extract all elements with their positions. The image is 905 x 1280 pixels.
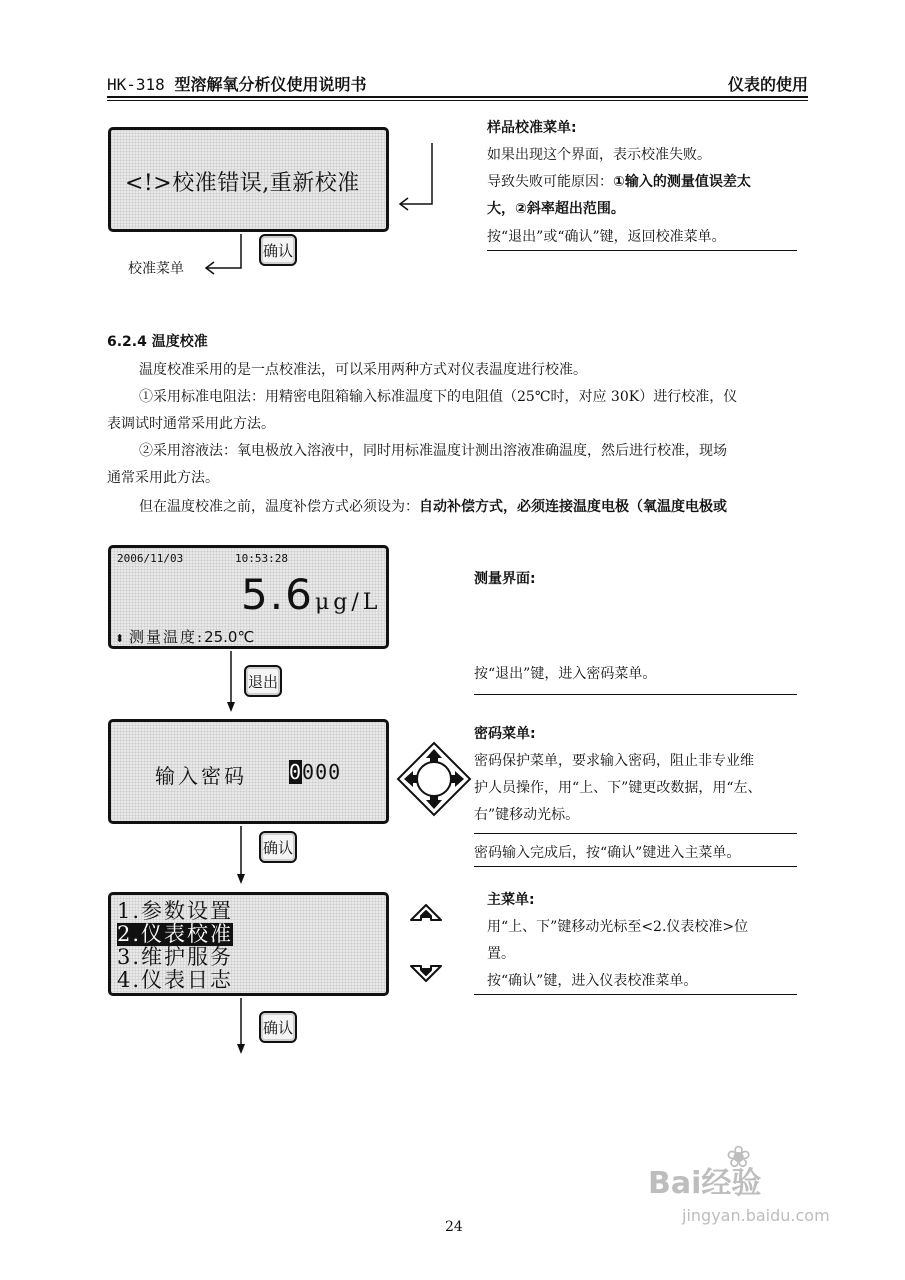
page-number: 24	[445, 1219, 463, 1235]
mainmenu-heading: 主菜单:	[487, 892, 535, 908]
section-p4a-bold: 自动补偿方式，必须连接温度电极（氧温度电极或	[419, 499, 727, 515]
block1-line2a: 导致失败可能原因：	[487, 174, 613, 190]
menu-item[interactable]: 1.参数设置	[117, 899, 234, 923]
exit-key[interactable]: 退出	[244, 665, 282, 697]
password-heading: 密码菜单:	[474, 726, 536, 742]
password-line2: 护人员操作，用“上、下”键更改数据，用“左、	[474, 780, 762, 796]
measure-note: 按“退出”键，进入密码菜单。	[474, 666, 657, 682]
watermark-brand: Bai经验	[648, 1166, 762, 1201]
confirm-key-3[interactable]: 确认	[259, 1011, 297, 1043]
password-line4: 密码输入完成后，按“确认”键进入主菜单。	[474, 845, 741, 861]
header-title: 型溶解氧分析仪使用说明书	[174, 75, 367, 94]
watermark-url: jingyan.baidu.com	[682, 1206, 830, 1225]
lcd-value: 5.6	[241, 570, 314, 619]
lcd-error-text: <!>校准错误,重新校准	[125, 171, 360, 196]
measure-heading: 测量界面:	[474, 571, 536, 587]
menu-item[interactable]: 2.仪表校准	[117, 922, 234, 946]
lcd-date: 2006/11/03	[117, 552, 184, 565]
block1-heading: 样品校准菜单:	[487, 120, 577, 136]
menu-item[interactable]: 3.维护服务	[117, 945, 234, 969]
header-section: 仪表的使用	[727, 75, 808, 94]
mainmenu-line3: 按“确认”键，进入仪表校准菜单。	[487, 973, 698, 989]
return-label: 校准菜单	[128, 261, 184, 277]
confirm-key[interactable]: 确认	[259, 234, 297, 266]
section-p3b: 通常采用此方法。	[107, 470, 219, 486]
lcd-password-label: 输入密码	[155, 764, 247, 788]
lcd-password-cursor: 0	[289, 760, 303, 784]
mainmenu-line1: 用“上、下”键移动光标至<2.仪表校准>位	[487, 919, 749, 935]
confirm-key-2[interactable]: 确认	[259, 831, 297, 863]
lcd-temp-value: 25.0℃	[204, 628, 255, 646]
section-title: 6.2.4 温度校准	[107, 334, 208, 350]
section-p1: 温度校准采用的是一点校准法，可以采用两种方式对仪表温度进行校准。	[139, 362, 587, 378]
section-p4a-normal: 但在温度校准之前，温度补偿方式必须设为：	[139, 499, 419, 515]
lcd-time: 10:53:28	[235, 552, 288, 565]
lcd-temp-label: 测量温度:	[129, 628, 205, 646]
block1-line4: 按“退出”或“确认”键，返回校准菜单。	[487, 229, 726, 245]
section-p3a: ②采用溶液法：氧电极放入溶液中，同时用标准温度计测出溶液准确温度，然后进行校准，现场	[139, 443, 727, 459]
menu-item[interactable]: 4.仪表日志	[117, 968, 234, 992]
updown-icon: ⬍	[115, 632, 125, 645]
header-model: HK-318	[107, 75, 165, 94]
block1-line3: 大，②斜率超出范围。	[487, 201, 625, 217]
block1-line1: 如果出现这个界面，表示校准失败。	[487, 147, 711, 163]
watermark-logo	[648, 1140, 762, 1202]
lcd-unit: μg/L	[315, 590, 382, 615]
password-line3: 右”键移动光标。	[474, 807, 580, 823]
password-line1: 密码保护菜单，要求输入密码，阻止非专业维	[474, 753, 754, 769]
lcd-password-rest: 000	[302, 760, 342, 784]
mainmenu-line2: 置。	[487, 946, 515, 962]
section-p2a: ①采用标准电阻法：用精密电阻箱输入标准温度下的电阻值（25℃时，对应 30K）进行校准，仪	[139, 389, 738, 405]
section-p2b: 表调试时通常采用此方法。	[107, 416, 275, 432]
paw-icon: ❀	[726, 1140, 752, 1175]
block1-line2b: ①输入的测量值误差太	[613, 174, 751, 190]
